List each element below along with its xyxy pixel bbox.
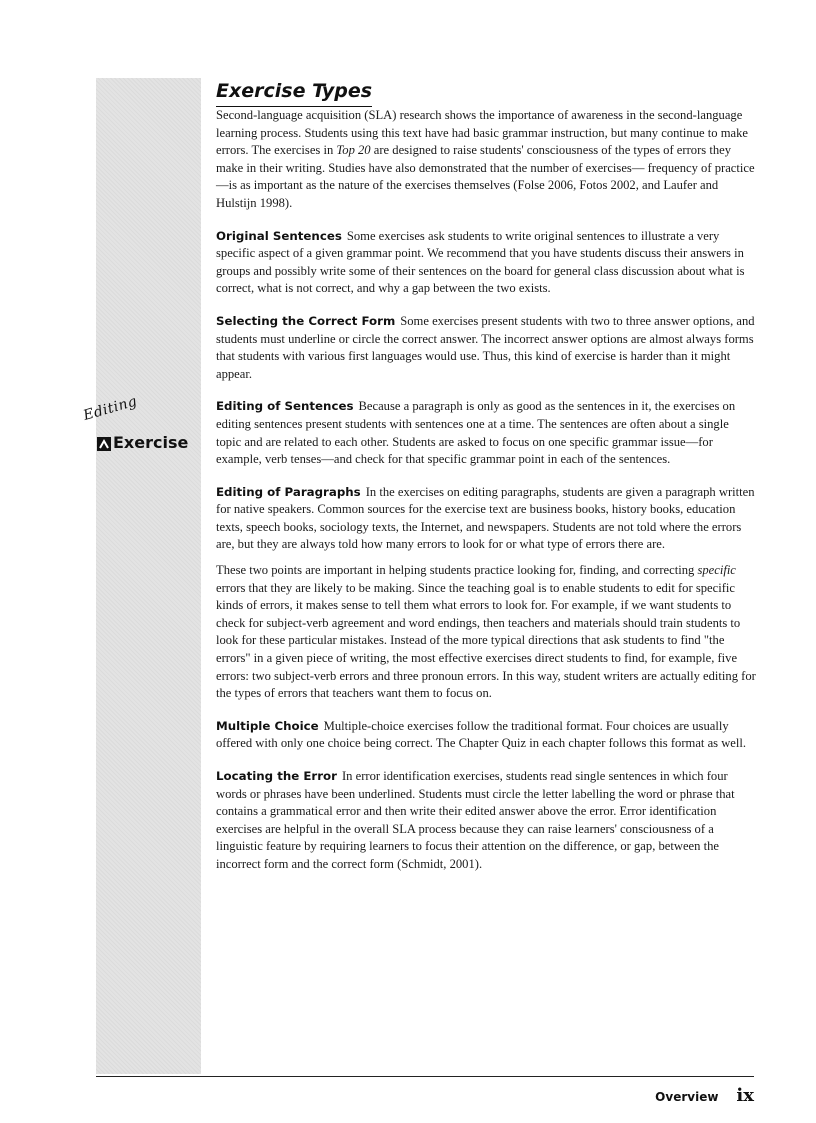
original-sentences-paragraph: Original Sentences Some exercises ask students to write original sentences to illustrate a very specific aspect of a given grammar point. We recommend that you have students discuss their answers in groups and possibly write some of their sentences on the board for general class discussion about what is correct, what is not correct, and why a gap between the two exists.: [216, 228, 745, 296]
main-content: [216, 78, 756, 889]
edit-caret-icon: [97, 437, 111, 451]
logo-script-text: Editing: [81, 393, 140, 424]
two-points-paragraph: These two points are important in helping students practice looking for, finding, and correcting specific errors that they are likely to be making. Since the teaching goal is to enable students to edit for specific kinds of errors, it makes sense to tell them what errors to look for. For example, if we want students to check for subject-verb agreement and word endings, then teachers and materials should train students to look for these particular mistakes. Instead of the more typical directions that ask students to find "the errors" in a given piece of writing, the most effective exercises direct students to find, for example, five errors: two subject-verb errors and three pronoun errors. In this way, student writers are actually editing for the types of errors that teachers want them to focus on.: [216, 563, 756, 701]
selecting-form-heading: Selecting the Correct Form: [216, 313, 396, 328]
specific-emphasis: specific: [697, 563, 736, 578]
editing-paragraphs-paragraph: Editing of Paragraphs In the exercises on editing paragraphs, students are given a paragraph written for native speakers. Common sources for the exercise text are business books, history books, education texts, speech books, sociology texts, the Internet, and newspapers. Students are not told where the errors are, but they are always told how many errors to look for or what type of errors there are.: [216, 484, 755, 552]
page-footer: [655, 1085, 754, 1106]
original-sentences-heading: Original Sentences: [216, 228, 342, 243]
sidebar-shaded-bar: [96, 78, 201, 1074]
footer-section-name: Overview: [655, 1090, 719, 1104]
multiple-choice-heading: Multiple Choice: [216, 718, 319, 733]
editing-sentences-paragraph: Editing of Sentences Because a paragraph is only as good as the sentences in it, the exercises on editing sentences present students with sentences one at a time. The sentences are often about a single topic and are related to each other. Students are asked to focus on one specific grammar issue—for example, verb tenses—and check for that specific grammar point in each of the sentences.: [216, 399, 736, 467]
editing-paragraphs-heading: Editing of Paragraphs: [216, 484, 361, 499]
locating-error-heading: Locating the Error: [216, 769, 337, 783]
page-number: ix: [736, 1085, 754, 1106]
book-title-emphasis: Top 20: [336, 143, 371, 158]
footer-rule: [96, 1076, 754, 1077]
editing-sentences-heading: Editing of Sentences: [216, 399, 354, 414]
editing-exercise-logo: [81, 393, 196, 458]
section-title: Exercise Types: [216, 78, 372, 107]
multiple-choice-paragraph: Multiple Choice Multiple-choice exercises follow the traditional format. Four choices are usually offered with only one choice being correct. The Chapter Quiz in each chapter follows this format as well.: [216, 718, 747, 751]
logo-word-text: Exercise: [113, 433, 189, 452]
intro-paragraph: Second-language acquisition (SLA) research shows the importance of awareness in the second-language learning process. Students using this text have had basic grammar instruction, but many continue to make errors. The exercises in Top 20 are designed to raise students' consciousness of the types of errors they make in their writing. Studies have also demonstrated that the number of exercises— frequency of practice—is as important as the nature of the exercises themselves (Folse 2006, Fotos 2002, and Laufer and Hulstijn 1998).: [216, 108, 755, 210]
locating-error-paragraph: Locating the Error In error identification exercises, students read single sentences in which four words or phrases have been underlined. Students must circle the letter labelling the word or phrase that contains a grammatical error and then write their edited answer above the error. Error identification exercises are helpful in the overall SLA process because they can raise learners' consciousness of a linguistic feature by requiring learners to focus their attention on the difference, or gap, between the incorrect form and the correct form (Schmidt, 2001).: [216, 769, 735, 871]
selecting-form-paragraph: Selecting the Correct Form Some exercises present students with two to three answer options, and students must underline or circle the correct answer. The incorrect answer options are almost always forms that students with various first languages would use. Thus, this kind of exercise is harder than it might appear.: [216, 313, 755, 381]
